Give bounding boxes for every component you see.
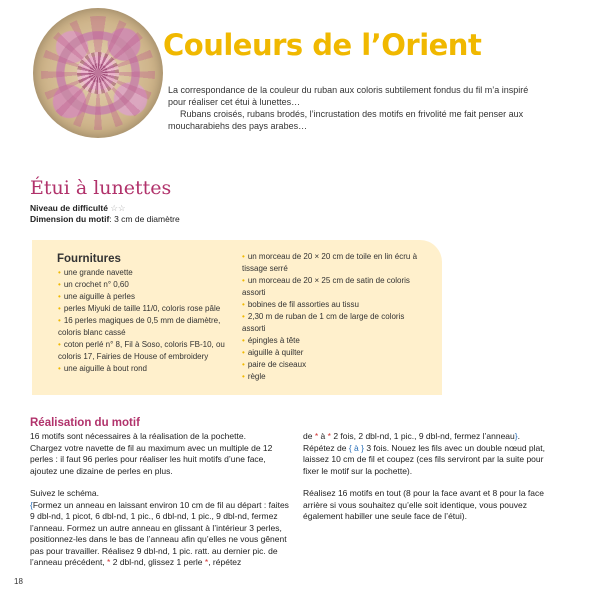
supply-item: • bobines de fil assorties au tissu [242,300,359,309]
instructions-left-column [30,431,290,580]
instruction-paragraph: Suivez le schéma. {Formez un anneau en laissant environ 10 cm de fil au départ : faites 9 dbl-nd, 1 picot, 6 dbl-nd, 1 pic., 6 dbl-nd, 1 pic., 9 dbl-nd, fermez l’anneau. Formez un autre anneau en glissant à l’intérieur 3 perles, positionnez-les dans le bas de l’anneau afin qu’elles ne vous gênent pas pour travailler. Réalisez 9 dbl-nd, 1 pic. ratt. au dernier pic. de l’anneau précédent, * 2 dbl-nd, glissez 1 perle *, répétez [30,488,289,567]
difficulty-label: Niveau de difficulté [30,203,108,213]
bullet-icon: • [58,268,61,277]
lace-motif-photo [33,8,163,138]
supply-item: • une aiguille à perles [58,292,135,301]
star-marker: * [204,557,209,567]
lace-center [77,52,119,94]
star-marker: * [107,557,111,567]
brace-close: } [514,431,518,441]
page-number: 18 [14,577,23,586]
realisation-title: Réalisation du motif [30,417,140,429]
bullet-icon: • [242,252,245,261]
dimension-label: Dimension du motif [30,214,110,224]
bullet-icon: • [242,300,245,309]
supplies-list-right [242,251,422,383]
brace-range: { à } [348,442,364,453]
section-title: Étui à lunettes [30,177,172,199]
dimension-value: : 3 cm de diamètre [109,214,180,224]
brace-open: { [30,499,33,510]
page-title: Couleurs de l’Orient [163,28,482,62]
star-marker: * [314,431,319,441]
project-meta [30,203,180,225]
bullet-icon: • [242,336,245,345]
bullet-icon: • [58,316,61,325]
supply-item: • épingles à tête [242,336,300,345]
bullet-icon: • [242,312,245,321]
supplies-title: Fournitures [57,253,121,265]
intro-text [168,84,548,132]
difficulty-stars: ☆☆ [110,203,126,213]
bullet-icon: • [58,364,61,373]
supply-item: • un morceau de 20 × 25 cm de satin de coloris assorti [242,276,410,297]
dimension-line [30,214,180,225]
bullet-icon: • [58,304,61,313]
bullet-icon: • [242,372,245,381]
supplies-list-left [58,267,238,375]
supply-item: • un crochet n° 0,60 [58,280,129,289]
supply-item: • 2,30 m de ruban de 1 cm de large de coloris assorti [242,312,405,333]
supply-item: • règle [242,372,266,381]
supply-item: • coton perlé n° 8, Fil à Soso, coloris FB-10, ou coloris 17, Fairies de House of embroidery [58,340,225,361]
intro-paragraph-2: Rubans croisés, rubans brodés, l’incrustation des motifs en frivolité me fait penser aux moucharabiehs des pays arabes… [168,109,524,131]
supply-item: • aiguille à quilter [242,348,304,357]
supply-item: • 16 perles magiques de 0,5 mm de diamètre, coloris blanc cassé [58,316,221,337]
star-marker: * [327,431,331,441]
bullet-icon: • [58,292,61,301]
instruction-paragraph: de * à * 2 fois, 2 dbl-nd, 1 pic., 9 dbl-nd, fermez l’anneau}. Répétez de { à } 3 fois. Nouez les fils avec un double nœud plat, laissez 10 cm de fil et coupez (ces fils serviront par la suite pour fixer le motif sur la pochette). [303,431,545,476]
instruction-paragraph: 16 motifs sont nécessaires à la réalisation de la pochette. Chargez votre navette de fil au maximum avec un multiple de 12 perles : il faut 96 perles pour réaliser les huit motifs d’une face, ajoutez une dizaine de perles en plus. [30,431,273,476]
bullet-icon: • [242,348,245,357]
bullet-icon: • [242,360,245,369]
bullet-icon: • [242,276,245,285]
difficulty-line [30,203,180,214]
supply-item: • paire de ciseaux [242,360,307,369]
supply-item: • un morceau de 20 × 20 cm de toile en lin écru à tissage serré [242,252,418,273]
bullet-icon: • [58,280,61,289]
supply-item: • une aiguille à bout rond [58,364,147,373]
instructions-right-column [303,431,558,534]
supply-item: • perles Miyuki de taille 11/0, coloris rose pâle [58,304,221,313]
intro-paragraph-1: La correspondance de la couleur du ruban aux coloris subtilement fondus du fil m’a inspiré pour réaliser cet étui à lunettes… [168,85,529,107]
bullet-icon: • [58,340,61,349]
instruction-paragraph: Réalisez 16 motifs en tout (8 pour la face avant et 8 pour la face arrière si vous souhaitez qu’elle soit identique, vous pouvez également habiller une seule face de l’étui). [303,488,544,521]
supplies-box [32,240,442,395]
supply-item: • une grande navette [58,268,133,277]
